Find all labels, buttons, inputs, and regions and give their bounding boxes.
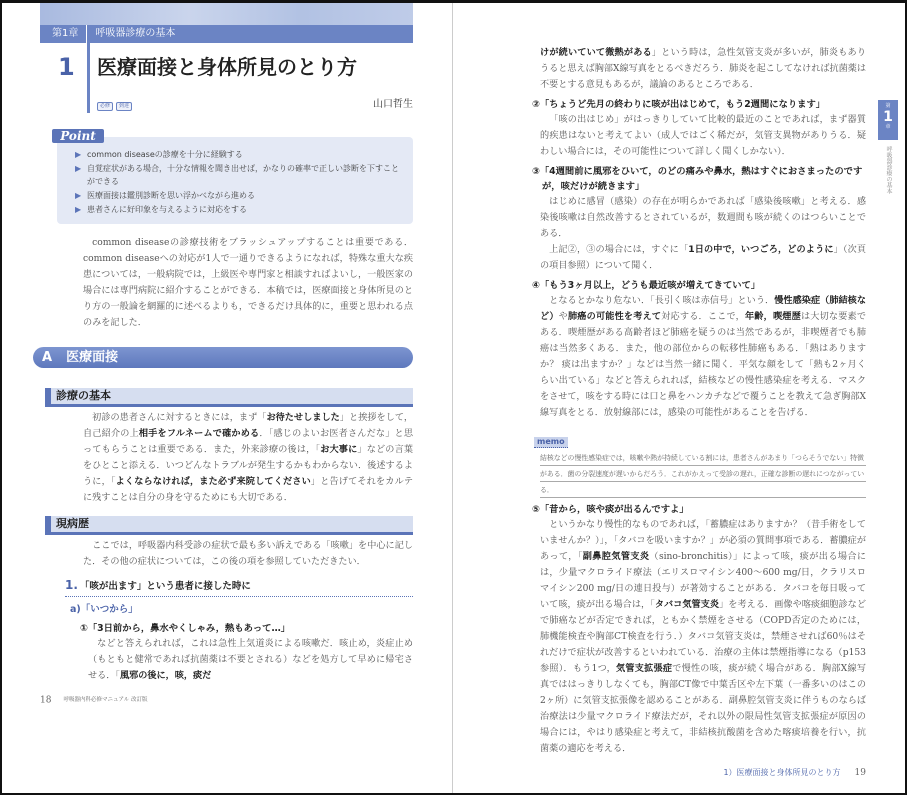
- chapter-bar: [40, 25, 413, 43]
- point-item: [75, 162, 405, 189]
- point-item: [75, 203, 405, 217]
- body-text: や: [558, 312, 568, 322]
- page-gutter: [452, 0, 453, 795]
- paragraph: [540, 194, 866, 242]
- body-text: 」と挨拶をして，自己紹介の上: [83, 412, 414, 439]
- paragraph: [540, 112, 866, 160]
- tag-badge: 必修: [97, 102, 113, 111]
- bold-text: 副鼻腔気管支炎: [582, 552, 650, 562]
- section-number: 1: [58, 53, 75, 81]
- body-text: ここでは，呼吸器内科受診の症状で最も多い訴えである「咳嗽」を中心に記した．その他の症状については，この後の項を参照していただきたい．: [83, 540, 413, 567]
- case-5: [532, 502, 866, 757]
- left-page: [40, 0, 413, 722]
- right-page: [532, 0, 866, 795]
- body-text: 初診の患者さんに対するときには，まず「: [92, 412, 267, 423]
- bold-text: 気管支拡張症: [616, 664, 673, 674]
- chapter-number: 第1章: [52, 28, 79, 39]
- paragraph: [83, 235, 413, 331]
- footer-right: [532, 757, 866, 795]
- tag-badge: 到達: [116, 102, 132, 111]
- chapter-side-tab[interactable]: [878, 100, 898, 140]
- triangle-bullet-icon: ▶: [75, 163, 82, 173]
- case-4-quote: ④「もう3ヶ月以上，どうも最近咳が増えてきていて」: [532, 280, 761, 291]
- point-label: Point: [52, 129, 104, 143]
- bold-text: 風邪の後に，咳，痰だ: [119, 670, 212, 681]
- paragraph: [540, 242, 866, 274]
- heading-a: a)「いつから」: [70, 603, 138, 615]
- memo-label: memo: [534, 437, 568, 448]
- body-text: 「咳の出はじめ」がはっきりしていて比較的最近のことであれば，まず器質的疾患はないと考えてよい（成人ではごく稀だが，気管支異物がありうる．疑わしい場合には，その可能性について詳しく聞くしかない）．: [540, 115, 866, 157]
- case-1-continued: [532, 45, 866, 93]
- body-text: 対応する．ここで，: [661, 312, 745, 322]
- body-text: 上記②，③の場合には，すぐに「: [549, 245, 689, 255]
- title-rule: [87, 43, 413, 113]
- case-1: [80, 621, 413, 684]
- case-3-quote: ③「4週間前に風邪をひいて，のどの痛みや鼻水，熱はすぐにおさまったのですが，咳だけが続きます」: [532, 166, 863, 192]
- paragraph: [540, 517, 866, 757]
- side-tab-number: 1: [883, 109, 893, 125]
- body-text: 」（次頁の項目参照）について聞く．: [540, 245, 867, 271]
- page-number: 18: [40, 695, 52, 706]
- bold-text: 相手をフルネームで確かめる: [138, 428, 260, 439]
- page-number: 19: [854, 768, 866, 778]
- paragraph: [83, 410, 413, 506]
- paragraph: [83, 538, 413, 570]
- body-text: 」を考える．画像や喀痰細胞診などで肺癌などが否定できれば，ともかく禁煙をさせる（COPD否定のためには，肺機能検査や胸部CT検査を行う．）タバコ気管支炎は，禁煙させれば60％はそれだけで症状が改善するといわれている．治療の主体は禁煙指導になる（p153参照）．もう1つ，: [540, 600, 866, 674]
- body-text: 」という時は，急性気管支炎が多いが，肺炎もありうると思えば胸部X線写真をとるべきだろう．肺炎を起こしてなければ抗菌薬は不要とする意見もあるが，議論のあるところである．: [540, 48, 867, 90]
- point-text: 自覚症状がある場合，十分な情報を聞き出せば，かなりの確率で正しい診断を下すことができる: [87, 163, 399, 187]
- point-list: [75, 148, 405, 217]
- body-text: というかなり慢性的なものであれば，「蓄膿症はありますか？（昔手術をしていませんか？）」，「タバコを吸いますか？」が必須の質問事項である．蓄膿症があって，「: [540, 520, 866, 562]
- triangle-bullet-icon: ▶: [75, 204, 82, 214]
- subheading-basics: 診療の基本: [45, 388, 413, 407]
- paragraph: [80, 636, 413, 684]
- memo-text: 結核などの慢性感染症では，咳嗽や熱が持続している割には，患者さんがあまり「つらそうでない」特徴がある．菌の分裂速度が遅いからだろう．これがかえって受診の遅れ，正確な診断の遅れにつながっている．: [540, 450, 866, 498]
- side-tab-label: 呼吸器診療の基本: [885, 146, 892, 194]
- point-item: [75, 148, 405, 162]
- body-text: ．「感じのよいお医者さんだな」と思ってもらうことは重要である．また，外来診療の後は，「: [83, 428, 414, 455]
- author: 山口哲生: [373, 99, 413, 110]
- heading-text: 「咳が出ます」という患者に接した時に: [79, 580, 251, 592]
- triangle-bullet-icon: ▶: [75, 150, 82, 159]
- chapter-title: 呼吸器診療の基本: [95, 28, 176, 39]
- case-4: [532, 278, 866, 421]
- body-text: で慢性の咳，痰が続く場合がある．胸部X線写真でははっきりしなくても，胸部CT像で中葉舌区や左下葉（一番多いのはこの2ヶ所）に気管支拡張像を認めることがある．副鼻腔気管支炎に伴うものならば治療法は少量マクロライド療法だが，それ以外の限局性気管支拡張症が原因の場合には，やはり感染症と考えて，非結核抗酸菌を含めた喀痰培養を行い，抗菌薬の適応を考える．: [540, 664, 867, 754]
- history-paragraph: [40, 538, 413, 570]
- bold-text: 肺癌の可能性を考えて: [567, 312, 662, 322]
- bold-text: 年齢，喫煙歴: [744, 312, 801, 322]
- point-text: 患者さんに好印象を与えるように対応をする: [87, 204, 247, 214]
- heading-number: 1.: [65, 577, 78, 592]
- intro-paragraph: [40, 235, 413, 331]
- book-title: 呼吸器内科必修マニュアル 改訂版: [63, 696, 148, 703]
- bold-text: お待たせしました: [266, 412, 340, 423]
- page-title: 医療面接と身体所見のとり方: [97, 55, 357, 79]
- bold-text: 1日の中で，いつごろ，どのように: [688, 245, 834, 255]
- paragraph: [540, 45, 866, 93]
- side-tab-top: 第: [885, 103, 891, 109]
- tag-row: [97, 99, 413, 113]
- body-text: はじめに感冒（感染）の存在が明らかであれば「感染後咳嗽」と考える．感染後咳嗽は自然改善するとされているが，数週間も咳が続くのはつらいことである．: [540, 197, 866, 239]
- title-block: [40, 43, 413, 113]
- memo-section: [534, 429, 866, 498]
- case-1-quote: ①「3日前から，鼻水やくしゃみ，熱もあって…」: [80, 622, 291, 634]
- bold-text: タバコ気管支炎: [654, 600, 720, 610]
- section-letter: A: [42, 349, 53, 365]
- body-text: common diseaseの診療技術をブラッシュアップすることは重要である．common diseaseへの対応が1人で一通りできるようになれば，特殊な重大な疾患については，一般病院では，上級医や専門家と相談すればよいし，一般医家の場合には専門病院に紹介することができる．本稿では，医療面接と身体所見のとり方の一般論を網羅的に述べるよりも，できるだけ具体的に，重要と思われる点のみを記した．: [83, 237, 413, 328]
- section-title: 医療面接: [66, 349, 119, 365]
- paragraph: [540, 293, 866, 421]
- body-text: などと答えられれば，これは急性上気道炎による咳嗽だ．咳止め，炎症止め（もともと健常であれば抗菌薬は不要とされる）などを処方して早めに帰宅させる．「: [88, 638, 413, 681]
- section-a-heading: [33, 347, 413, 368]
- footer-left: [40, 684, 413, 723]
- heading-1: [65, 578, 413, 597]
- case-3: [532, 164, 866, 274]
- basics-paragraph: [40, 410, 413, 506]
- case-2: [532, 97, 866, 160]
- bold-text: よくならなければ，また必ず来院してください: [115, 476, 311, 487]
- bold-text: 慢性感染症（肺結核など）: [540, 296, 866, 322]
- point-box: [57, 137, 413, 224]
- side-tab-bottom: 章: [885, 124, 891, 130]
- triangle-bullet-icon: ▶: [75, 191, 82, 201]
- body-text: （sino-bronchitis）」によって咳，痰が出る場合には，少量マクロライド療法（エリスロマイシン400～600 mg/日，クラリスロマイシン200 mg/日の連日投与）が著効することがある．タバコを毎日吸っていて咳，痰が出る場合は，「: [540, 552, 867, 610]
- case-5-quote: ⑤「昔から，咳や痰が出るんですよ」: [532, 504, 689, 515]
- body-text: となるとかなり危ない．「長引く咳は赤信号」という．: [549, 296, 775, 306]
- point-text: common diseaseの診療を十分に経験する: [87, 150, 243, 159]
- subheading-history: 現病歴: [45, 516, 413, 535]
- running-title: 1）医療面接と身体所見のとり方: [723, 768, 841, 777]
- case-2-quote: ②「ちょうど先月の終わりに咳が出はじめて，もう2週間になります」: [532, 99, 826, 110]
- body-text: は大切な要素である．喫煙歴がある高齢者ほど肺癌を疑うのは当然であるが，非喫煙者でも肺癌は当然多くある．また，他の部位からの転移性肺癌もある．「熱はありますか？ 痰は出ますか？」などは当然一緒に聞く．平気な顔をして「熱も2ヶ月くらい出ている」などと答えられれば，結核などの慢性感染症を考える．マスクをさせて，咳をする時には口と鼻をハンカチなどで覆うことを教えて急ぎ胸部X線写真をとる．放射線部には，感染の可能性があることを告げる．: [540, 312, 867, 418]
- point-item: [75, 189, 405, 203]
- body-text: 」などの言葉をひとこと添える．いつどんなトラブルが発生するかもわからない．後述するように，「: [83, 444, 414, 487]
- bold-text: お大事に: [320, 444, 358, 455]
- body-text: 」と告げてそれをカルテに残すことは自分の身を守るためにも大切である．: [83, 476, 413, 503]
- bold-text: けが続いていて微熱がある: [540, 48, 652, 58]
- point-section: [57, 125, 413, 224]
- point-text: 医療面接は鑑別診断を思い浮かべながら進める: [87, 191, 255, 201]
- header-banner: [40, 0, 413, 25]
